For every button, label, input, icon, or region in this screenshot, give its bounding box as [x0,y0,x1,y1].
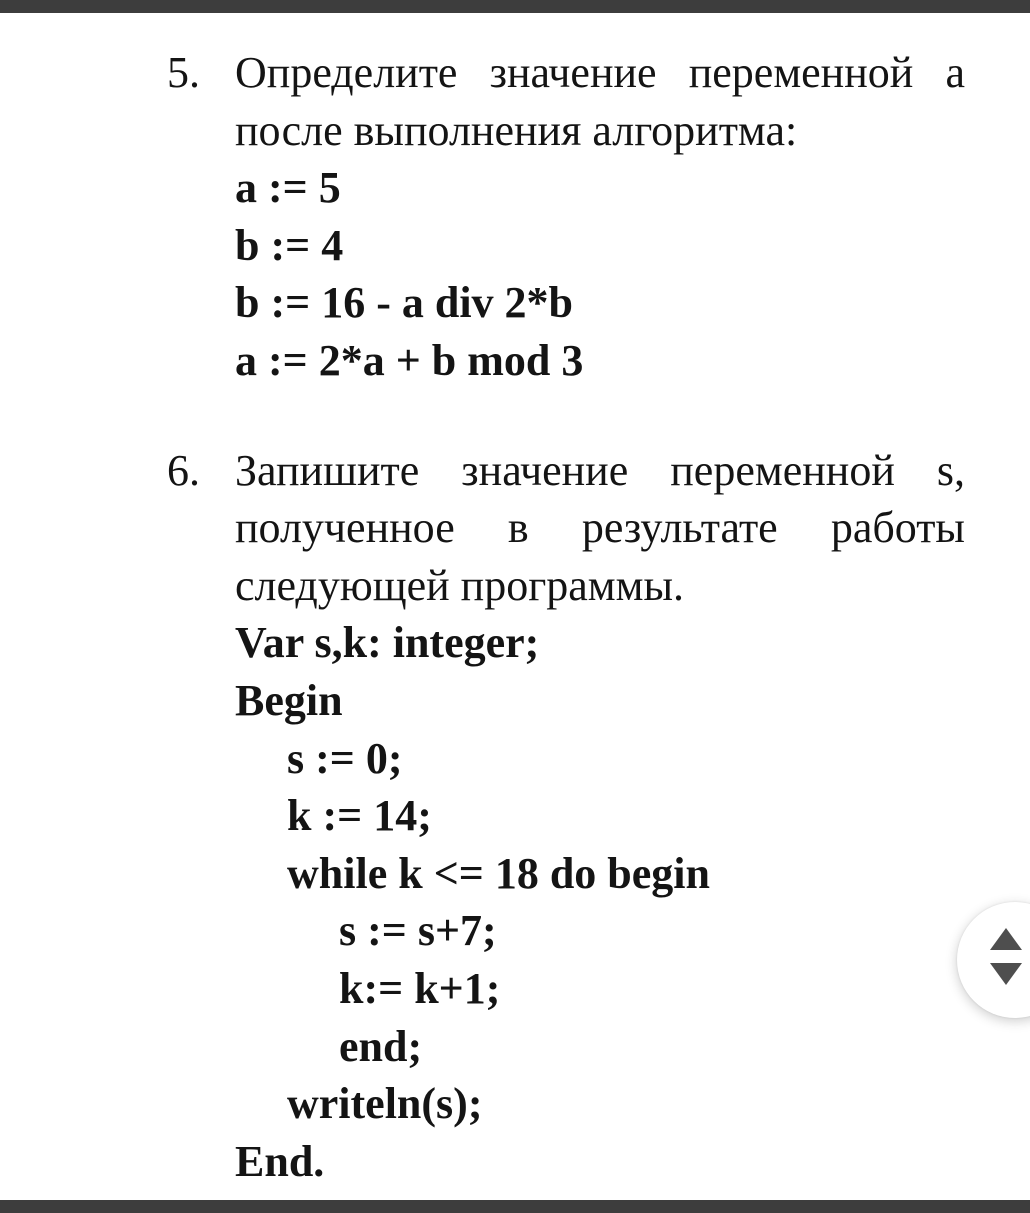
problem-number: 5. [167,48,200,97]
problem-number: 6. [167,445,200,495]
code-block [235,159,965,389]
code-block [235,614,965,1190]
code-line: writeln(s); [287,1079,483,1129]
code-line: b := 16 - a div 2*b [235,278,574,328]
top-letterbox-bar [0,0,1030,13]
bottom-letterbox-bar [0,1200,1030,1213]
code-line: a := 5 [235,163,341,213]
document-content [167,44,967,1190]
code-line: b := 4 [235,220,344,270]
code-line: a := 2*a + b mod 3 [235,335,584,385]
code-line: s := 0; [287,733,403,783]
problem-5 [167,44,967,390]
problem-6 [167,442,967,1191]
statement-line: следующей программы. [235,560,685,610]
code-line: Var s,k: integer; [235,618,540,668]
code-line: Begin [235,675,343,725]
statement-line: после выполнения алгоритма: [235,105,798,155]
code-line: End. [235,1136,325,1186]
code-line: k := 14; [287,791,432,841]
scroll-down-icon[interactable] [990,963,1022,985]
code-line: end; [339,1021,423,1071]
statement-line: Запишите значение переменной s, [235,445,965,495]
problem-body [235,442,965,1191]
scroll-widget[interactable] [957,902,1030,1018]
code-line: k:= k+1; [339,963,501,1013]
code-line: while k <= 18 do begin [287,848,711,898]
scroll-up-icon[interactable] [990,928,1022,950]
code-line: s := s+7; [339,906,497,956]
statement-line: Определите значение переменной a [235,48,965,97]
statement-line: полученное в результате работы [235,503,965,553]
problem-body [235,44,965,390]
